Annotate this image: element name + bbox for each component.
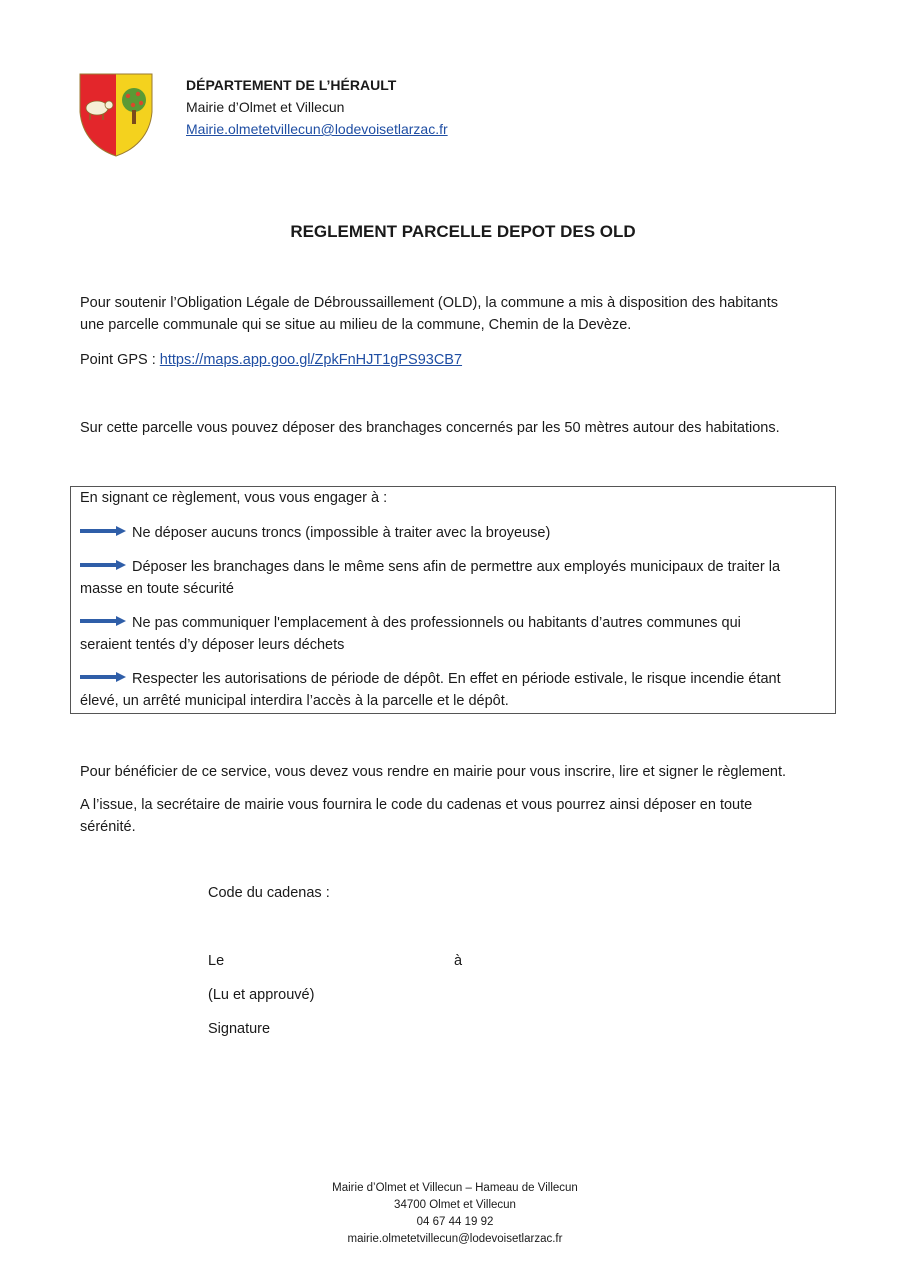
intro-line-1: Pour soutenir l’Obligation Légale de Débroussaillement (OLD), la commune a mis à disposition des habitants xyxy=(80,295,778,311)
deposit-paragraph: Sur cette parcelle vous pouvez déposer des branchages concernés par les 50 mètres autour des habitations. xyxy=(80,420,780,436)
arrow-right-icon xyxy=(80,526,126,536)
rule-text-line-1: Ne déposer aucuns troncs (impossible à traiter avec la broyeuse) xyxy=(132,525,551,541)
gps-line xyxy=(80,349,820,371)
footer xyxy=(0,1180,900,1248)
service-line-2: sérénité. xyxy=(80,819,136,835)
mairie-name: Mairie d’Olmet et Villecun xyxy=(186,99,345,115)
footer-email: mairie.olmetetvillecun@lodevoisetlarzac.fr xyxy=(347,1233,563,1245)
department-name: DÉPARTEMENT DE L’HÉRAULT xyxy=(186,77,397,93)
footer-address-line-2: 34700 Olmet et Villecun xyxy=(394,1199,516,1211)
rules-intro: En signant ce règlement, vous vous engager à : xyxy=(80,490,388,506)
date-label: Le xyxy=(208,953,225,969)
footer-phone: 04 67 44 19 92 xyxy=(416,1216,494,1228)
rule-text-line-2: élevé, un arrêté municipal interdira l’accès à la parcelle et le dépôt. xyxy=(80,693,509,709)
rule-item xyxy=(80,522,825,544)
intro-paragraph xyxy=(80,292,820,336)
rule-text-line-1: Respecter les autorisations de période de dépôt. En effet en période estivale, le risque incendie étant xyxy=(132,671,781,687)
gps-link[interactable]: https://maps.app.goo.gl/ZpkFnHJT1gPS93CB7 xyxy=(159,352,463,368)
rule-item xyxy=(80,556,825,600)
rule-text-line-1: Ne pas communiquer l'emplacement à des professionnels ou habitants d’autres communes qui xyxy=(132,615,741,631)
rule-text-line-2: seraient tentés d’y déposer leurs déchets xyxy=(80,637,345,653)
letterhead xyxy=(186,74,448,140)
signature-label: Signature xyxy=(208,1021,271,1037)
arrow-right-icon xyxy=(80,560,126,570)
mairie-email-link[interactable]: Mairie.olmetetvillecun@lodevoisetlarzac.fr xyxy=(186,121,448,137)
rule-item xyxy=(80,668,825,712)
read-approved-label: (Lu et approuvé) xyxy=(208,987,315,1003)
intro-line-2: une parcelle communale qui se situe au milieu de la commune, Chemin de la Devèze. xyxy=(80,317,632,333)
service-paragraph-2 xyxy=(80,794,820,838)
rule-text-line-2: masse en toute sécurité xyxy=(80,581,234,597)
arrow-right-icon xyxy=(80,672,126,682)
arrow-right-icon xyxy=(80,616,126,626)
document-title: REGLEMENT PARCELLE DEPOT DES OLD xyxy=(290,222,636,241)
place-label: à xyxy=(454,953,463,969)
coat-of-arms-logo xyxy=(78,72,154,158)
footer-address-line-1: Mairie d’Olmet et Villecun – Hameau de Villecun xyxy=(332,1182,578,1194)
service-line-1: A l’issue, la secrétaire de mairie vous fournira le code du cadenas et vous pourrez ainsi déposer en toute xyxy=(80,797,753,813)
service-paragraph-1: Pour bénéficier de ce service, vous devez vous rendre en mairie pour vous inscrire, lire et signer le règlement. xyxy=(80,764,787,780)
gps-label: Point GPS : xyxy=(80,352,160,368)
padlock-code-label: Code du cadenas : xyxy=(208,885,330,901)
rule-item xyxy=(80,612,825,656)
rule-text-line-1: Déposer les branchages dans le même sens afin de permettre aux employés municipaux de traiter la xyxy=(132,559,781,575)
